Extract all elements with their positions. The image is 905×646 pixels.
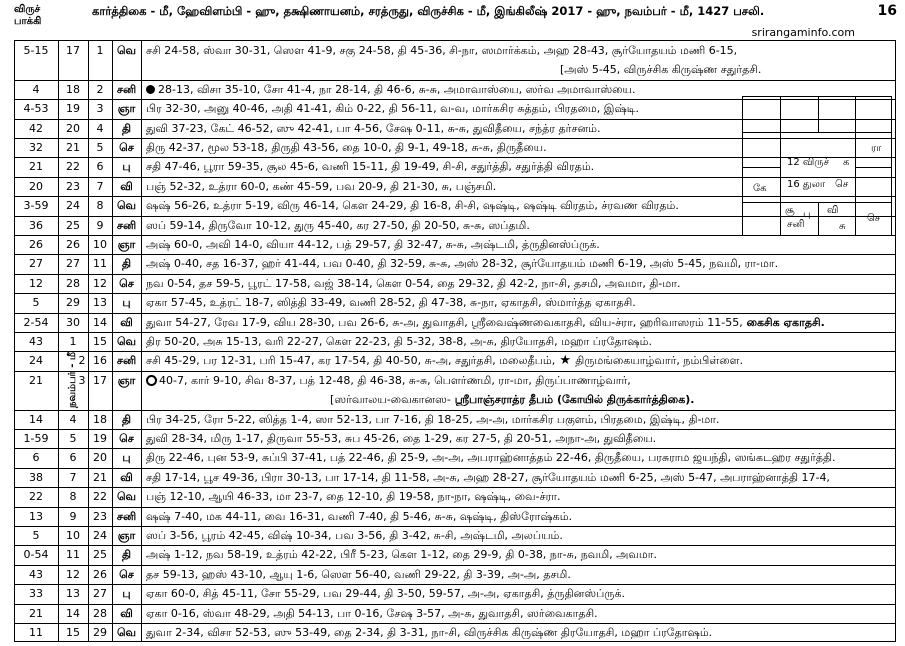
- row-tamil-date: 13: [93, 296, 107, 310]
- row-details: [146, 238, 886, 251]
- row-weekday: செ: [119, 141, 134, 154]
- chart-cell-vi: வி: [827, 205, 839, 216]
- row-tamil-date: 28: [93, 606, 107, 620]
- row-details: [146, 607, 886, 620]
- row-balance: 21: [29, 373, 43, 387]
- chart-cell-su2: சு: [839, 221, 846, 232]
- row-balance: 5: [32, 296, 40, 310]
- row-tamil-date: 15: [93, 335, 107, 348]
- header-side-line2: பாக்கி: [14, 16, 42, 27]
- row-balance: 24: [29, 354, 43, 368]
- row-balance: 5: [32, 529, 40, 542]
- star-icon: ★: [555, 354, 576, 368]
- row-english-date: 3: [78, 373, 86, 387]
- row-detail-text: பிர 32-30, அனு 40-46, அதி 41-41, கிம் 0-22, தி 56-11, வ-வ, மார்கசிர சுத்தம், பிரதமை, இஷ்டி.: [146, 102, 640, 116]
- row-tamil-date: 6: [96, 160, 104, 174]
- row-detail-text: [ஸர்வாலய-வைகானஸ-: [330, 393, 451, 407]
- row-weekday: ஞா: [117, 529, 136, 542]
- row-balance: 11: [29, 626, 43, 639]
- row-balance: 20: [29, 179, 43, 193]
- row-tamil-date: 3: [96, 102, 104, 116]
- row-tamil-date: 7: [96, 179, 104, 193]
- row-english-date: 5: [69, 432, 77, 445]
- row-tamil-date: 27: [93, 587, 107, 601]
- row-details: [146, 44, 886, 57]
- row-detail-text: ஏகா 57-45, உத்ரட் 18-7, ஸித்தி 33-49, வணி 28-52, தி 47-38, சு-நா, ஏகாதசி, ஸ்மார்த்த ஏகாதசி.: [146, 296, 636, 310]
- row-weekday: வி: [120, 179, 133, 193]
- row-english-date: 29: [66, 296, 80, 310]
- row-detail-text: துவா 54-27, ரேவ 17-9, விய 28-30, பவ 26-6, சு-அ, துவாதசி, ஸ்ரீவைஷ்ணவைகாதசி, விய-ச்ரா, ஹரிவாஸரம் 11-55,: [146, 315, 743, 329]
- row-balance: 0-54: [23, 548, 49, 562]
- row-balance: 38: [29, 470, 43, 484]
- row-detail-text: ஸப் 59-14, திருவோ 10-12, துரு 45-40, கர 27-50, தி 20-50, சு-சு, ஸப்தமி.: [146, 218, 530, 232]
- row-english-date: 24: [66, 199, 80, 213]
- row-detail-text: ஏகா 0-16, ஸ்வா 48-29, அதி 54-13, பா 0-16, சேஷ 3-57, அ-சு, துவாதசி, ஸர்வைகாதசி.: [146, 606, 598, 620]
- row-details: [146, 568, 886, 581]
- row-details: [146, 277, 886, 290]
- row-balance: 21: [29, 160, 43, 174]
- row-details: [146, 529, 886, 542]
- row-details: [330, 393, 905, 406]
- chart-cell-sani: சனி: [787, 219, 805, 230]
- chart-cell-ke: கே: [753, 183, 767, 194]
- row-tamil-date: 1: [96, 44, 104, 57]
- row-details: [146, 122, 738, 135]
- page-number: 16: [877, 3, 897, 19]
- row-tamil-date: 8: [96, 199, 104, 213]
- row-details: [146, 141, 738, 154]
- row-weekday: பு: [122, 296, 131, 310]
- row-tamil-date: 19: [93, 432, 107, 445]
- row-tamil-date: 10: [93, 238, 107, 251]
- chart-cell-ra: ரா: [871, 143, 882, 154]
- row-balance: 42: [29, 121, 43, 135]
- row-balance: 1-59: [23, 432, 49, 445]
- row-balance: 14: [29, 412, 43, 426]
- row-english-date: 7: [69, 470, 77, 484]
- row-detail-text: சதி 17-14, பூச 49-36, பிரா 30-13, பா 17-14, தி 11-58, அ-சு, அஹ 28-27, சூர்யோதயம் மணி 6-25, அஸ் 5-47, அபராஹ்னாத்தி 17-4,: [146, 470, 830, 484]
- row-balance: 12: [29, 276, 43, 290]
- row-english-date: 22: [66, 160, 80, 174]
- row-details: [146, 432, 886, 445]
- row-tamil-date: 5: [96, 141, 104, 154]
- row-english-date: 12: [66, 567, 80, 581]
- row-tamil-date: 24: [93, 529, 107, 542]
- row-balance: 36: [29, 218, 43, 232]
- row-weekday: பு: [122, 160, 131, 174]
- row-english-date: 21: [66, 141, 80, 154]
- header-title: கார்த்திகை - மீ, ஹேவிளம்பி - ஹு, தக்ஷிணாயனம், சரத்ருது, விருச்சிக - மீ, இங்கிலீஷ் 2017 - ஹு, நவம்பர் - மீ, 1427 பசலி.: [92, 4, 765, 18]
- row-detail-text: [அஸ் 5-45, விருச்சிக கிருஷ்ண சதுர்தசி.: [560, 63, 762, 77]
- row-balance: 43: [29, 335, 43, 348]
- row-tamil-date: 26: [93, 567, 107, 581]
- row-details: [146, 451, 886, 464]
- row-details: [560, 63, 905, 76]
- row-weekday: வெ: [116, 44, 137, 57]
- row-english-date: 18: [66, 82, 80, 96]
- row-weekday: ஞா: [117, 102, 136, 116]
- row-balance: 33: [29, 587, 43, 601]
- row-english-date: 8: [69, 490, 77, 504]
- row-detail-text: துவி 28-34, மிரு 1-17, திருவா 55-53, சுப 45-26, தை 1-29, கர 27-5, தி 20-51, அநா-அ, துவிதீயை.: [146, 432, 657, 445]
- chart-cell-su: சூ: [785, 205, 795, 216]
- row-details: [146, 160, 738, 173]
- row-english-date: 9: [69, 509, 77, 523]
- row-details: [146, 296, 886, 309]
- row-detail-text: ஸப் 3-56, பூரம் 42-45, விஷ் 10-34, பவ 3-56, தி 3-42, சு-சி, அஷ்டமி, அலப்யம்.: [146, 529, 563, 542]
- row-detail-text: ஷஷ் 56-26, உத்ரா 5-19, விரு 46-14, கௌ 24-29, தி 16-8, சி-சி, ஷஷ்டி, ஷஷ்டி விரதம், ச்ரவண விரதம்.: [146, 199, 679, 213]
- row-detail-text: 28-13, விசா 35-10, சோ 41-4, நா 28-14, தி 46-6, சு-சு, அமாவாஸ்யை, ஸர்வ அமாவாஸ்யை.: [158, 82, 636, 96]
- row-details: [146, 471, 886, 484]
- row-balance: 5-15: [23, 44, 49, 57]
- row-detail-text: துவா 2-34, விசா 52-53, ஸு 53-49, தை 2-34, தி 3-31, நா-சி, விருச்சிக கிருஷ்ண திரயோதசி, மஹா ப்ரதோஷம்.: [146, 626, 713, 639]
- month-label: நவம்பர் - மீ: [67, 352, 78, 408]
- row-english-date: 2: [78, 354, 86, 368]
- row-details: [146, 510, 886, 523]
- row-weekday: தி: [121, 412, 131, 426]
- row-tamil-date: 16: [93, 354, 107, 368]
- chart-cell-pu: பு: [803, 209, 811, 220]
- row-english-date: 6: [69, 451, 77, 465]
- row-english-date: 15: [66, 626, 80, 639]
- row-balance: 2-54: [23, 315, 49, 329]
- row-detail-text: அஷ் 1-12, நவ 58-19, உத்ரம் 42-22, பிரீ 5-23, கௌ 1-12, தை 29-9, தி 0-38, நா-சு, நவமி, அவமா.: [146, 548, 658, 562]
- rasi-chart: [742, 96, 892, 236]
- row-details: [146, 587, 886, 600]
- full-moon-icon: [146, 375, 157, 386]
- row-details: [146, 335, 886, 348]
- row-tamil-date: 21: [93, 470, 107, 484]
- row-detail-text: ஷஷ் 7-40, மக 44-11, வை 16-31, வணி 7-40, தி 5-46, சு-சு, ஷஷ்டி, திஸ்ரோஷ்கம்.: [146, 509, 573, 523]
- row-balance: 27: [29, 257, 43, 271]
- row-details: [146, 180, 738, 193]
- row-english-date: 17: [66, 44, 80, 57]
- chart-center-ka: க: [843, 157, 850, 168]
- row-english-date: 28: [66, 276, 80, 290]
- row-weekday: வெ: [116, 626, 137, 639]
- row-tamil-date: 20: [93, 451, 107, 465]
- header-side-label: [14, 4, 41, 28]
- row-weekday: வெ: [116, 335, 137, 348]
- row-balance: 6: [32, 451, 40, 465]
- row-detail-text: பஞ் 52-32, உத்ரா 60-0, கண் 45-59, பவ 20-9, தி 21-30, சு, பஞ்சமி.: [146, 179, 497, 193]
- row-weekday: பு: [122, 587, 131, 601]
- row-balance: 13: [29, 509, 43, 523]
- row-detail-text: சதி 47-46, பூரா 59-35, சூல 45-6, வணி 15-11, தி 19-49, சி-சி, சதுர்த்தி, சதுர்த்தி விரதம்.: [146, 160, 595, 174]
- row-weekday: தி: [121, 121, 131, 135]
- row-english-date: 26: [66, 238, 80, 251]
- row-detail-text: பஞ் 12-10, ஆயி 46-33, மா 23-7, தை 12-10, தி 19-58, நா-நா, ஷஷ்டி, வை-ச்ரா.: [146, 490, 561, 504]
- row-detail-text: அஷ் 60-0, அவி 14-0, வியா 44-12, பத் 29-57, தி 32-47, சு-சு, அஷ்டமி, த்ருதினஸ்ப்ருக்.: [146, 238, 600, 251]
- row-details: [146, 219, 738, 232]
- row-tamil-date: 29: [93, 626, 107, 639]
- row-highlight-text: ஸ்ரீபாஞ்சராத்ர தீபம் (கோயில் திருக்கார்த்திகை).: [454, 393, 695, 407]
- row-balance: 43: [29, 567, 43, 581]
- chart-center-line1: 12 விருச்: [787, 157, 830, 168]
- row-extra-text: திருமங்கையாழ்வார், நம்பிள்ளை.: [575, 354, 744, 368]
- row-english-date: 30: [66, 315, 80, 329]
- row-tamil-date: 4: [96, 121, 104, 135]
- new-moon-icon: [146, 85, 155, 94]
- row-weekday: சனி: [116, 218, 137, 232]
- row-detail-text: தச 59-13, ஹஸ் 43-10, ஆயு 1-6, ஸௌ 56-40, வணி 29-22, தி 3-39, அ-அ, தசமி.: [146, 567, 571, 581]
- row-detail-text: ஏகா 60-0, சித் 45-11, சோ 55-29, பவ 29-44, தி 3-50, 59-57, அ-அ, ஏகாதசி, த்ருதினஸ்ப்ருக்.: [146, 587, 626, 601]
- row-detail-text: சசி 45-29, பர 12-31, பரி 15-47, கர 17-54, தி 40-50, சு-அ, சதுர்தசி, மலைதீபம்,: [146, 354, 556, 368]
- row-english-date: 11: [66, 548, 80, 562]
- row-english-date: 20: [66, 121, 80, 135]
- row-tamil-date: 12: [93, 276, 107, 290]
- row-balance: 4: [32, 82, 40, 96]
- row-detail-text: சசி 24-58, ஸ்வா 30-31, ஸௌ 41-9, சகு 24-58, தி 45-36, சி-நா, ஸமார்க்கம், அஹ 28-43, சூர்யோதயம் மணி 6-15,: [146, 44, 738, 57]
- row-detail-text: திர 50-20, அசு 15-13, வரி 22-27, கௌ 22-23, தி 5-32, 38-8, அ-சு, திரயோதசி, மஹா ப்ரதோஷம்.: [146, 335, 652, 348]
- row-tamil-date: 18: [93, 412, 107, 426]
- row-english-date: 1: [69, 335, 77, 348]
- row-balance: 4-53: [23, 102, 49, 116]
- row-balance: 32: [29, 141, 43, 154]
- row-english-date: 27: [66, 257, 80, 271]
- row-balance: 3-59: [23, 199, 49, 213]
- row-weekday: பு: [122, 451, 131, 465]
- row-tamil-date: 23: [93, 509, 107, 523]
- row-detail-text: பிர 34-25, ரோ 5-22, ஸித்த 1-4, ஸா 52-13, பா 7-16, தி 18-25, அ-அ, மார்கசிர பகுளம், பிரதமை, இஷ்டி, தி-மா.: [146, 412, 720, 426]
- row-weekday: செ: [119, 567, 134, 581]
- row-details: [146, 626, 886, 639]
- row-tamil-date: 11: [93, 257, 107, 271]
- row-details: [146, 490, 886, 503]
- row-detail-text: திரு 42-37, மூல 53-18, திருதி 43-56, தை 10-0, தி 9-1, 49-18, சு-சு, திருதீயை.: [146, 141, 547, 154]
- row-weekday: வெ: [116, 490, 137, 504]
- row-weekday: ஞா: [117, 373, 136, 387]
- row-details: [146, 548, 886, 561]
- row-details: [146, 413, 886, 426]
- header-side-line1: விருச்: [14, 4, 41, 15]
- row-english-date: 25: [66, 218, 80, 232]
- row-weekday: தி: [121, 548, 131, 562]
- row-details: [146, 354, 886, 367]
- row-weekday: தி: [121, 257, 131, 271]
- row-details: [146, 257, 886, 270]
- row-weekday: வெ: [116, 199, 137, 213]
- row-weekday: வி: [120, 470, 133, 484]
- row-weekday: ஞா: [117, 238, 136, 251]
- row-detail-text: நவ 0-54, தச 59-5, பூரட் 17-58, வஜ் 38-14, கௌ 0-54, தை 29-32, தி 42-2, நா-சி, தசமி, அவமா, தி-மா.: [146, 276, 681, 290]
- website-label: srirangaminfo.com: [751, 26, 855, 39]
- row-weekday: சனி: [116, 354, 137, 368]
- row-english-date: 13: [66, 587, 80, 601]
- row-tamil-date: 14: [93, 315, 107, 329]
- row-tamil-date: 17: [93, 373, 107, 387]
- page-header: [0, 0, 905, 38]
- chart-cell-se2: செ: [867, 213, 881, 224]
- row-details: [146, 83, 886, 96]
- row-weekday: வி: [120, 315, 133, 329]
- row-detail-text: துவி 37-23, கேட் 46-52, ஸு 42-41, பா 4-56, சேஷ 0-11, சு-சு, துவிதீயை, சந்த்ர தர்சனம்.: [146, 121, 601, 135]
- row-english-date: 19: [66, 102, 80, 116]
- row-weekday: வி: [120, 606, 133, 620]
- row-details: [146, 316, 886, 329]
- row-english-date: 23: [66, 179, 80, 193]
- row-detail-text: 40-7, கார் 9-10, சிவ 8-37, பத் 12-48, தி 46-38, சு-சு, பௌர்ணமி, ரா-மா, திருப்பாணாழ்வார்,: [159, 373, 631, 387]
- row-detail-text: அஷ் 0-40, சத 16-37, ஹர் 41-44, பவ 0-40, தி 32-59, சு-சு, அஸ் 28-32, சூர்யோதயம் மணி 6-19, அஸ் 5-45, நவமி, ரா-மா.: [146, 257, 779, 271]
- row-tamil-date: 2: [96, 82, 104, 96]
- row-details: [146, 102, 738, 115]
- row-tamil-date: 25: [93, 548, 107, 562]
- row-english-date: 10: [66, 529, 80, 542]
- row-weekday: செ: [119, 276, 134, 290]
- row-tamil-date: 22: [93, 490, 107, 504]
- row-details: [146, 374, 886, 387]
- row-tamil-date: 9: [96, 218, 104, 232]
- chart-center-line2: 16 துலா: [787, 179, 826, 190]
- row-detail-text: திரு 22-46, புன 53-9, சுப்பி 37-41, பத் 22-46, தி 25-9, அ-அ, அபராஹ்னாத்தம் 22-46, திருதீயை, பரசுராம ஜயந்தி, ஸங்கடஹர சதுர்த்தி.: [146, 451, 836, 465]
- row-balance: 22: [29, 490, 43, 504]
- row-weekday: செ: [119, 432, 134, 445]
- row-english-date: 4: [69, 412, 77, 426]
- row-weekday: சனி: [116, 509, 137, 523]
- row-highlight-text: கைசிக ஏகாதசி.: [746, 315, 825, 329]
- row-weekday: சனி: [116, 82, 137, 96]
- row-balance: 21: [29, 606, 43, 620]
- row-english-date: 14: [66, 606, 80, 620]
- row-balance: 26: [29, 238, 43, 251]
- row-details: [146, 199, 738, 212]
- chart-center-se: செ: [835, 179, 849, 190]
